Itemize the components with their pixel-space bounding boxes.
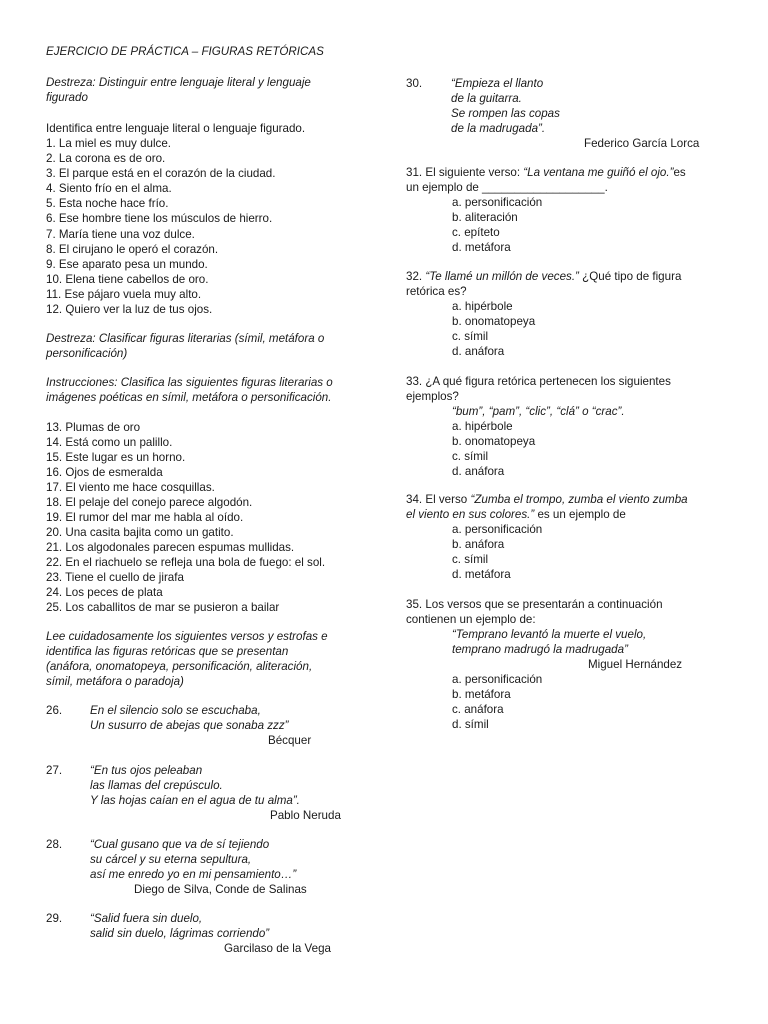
question-30: 30. “Empieza el llanto de la guitarra. Se rompen las copas de la madrugada”. Federico García Lorca	[406, 77, 700, 150]
list-items-1-6	[46, 136, 275, 226]
question-35: 35. Los versos que se presentarán a continuación contienen un ejemplo de: “Temprano levantó la muerte el vuelo, temprano madrugó la madrugada” Miguel Hernández a. personificación b. metáfora c. anáfora d. símil	[406, 598, 683, 731]
list-item: 2. La corona es de oro.	[46, 152, 166, 165]
poem-line: “Temprano levantó la muerte el vuelo,	[452, 628, 647, 641]
list-item: 24. Los peces de plata	[46, 586, 163, 599]
poem-author: Miguel Hernández	[588, 658, 683, 671]
list-item: 23. Tiene el cuello de jirafa	[46, 571, 184, 584]
list-item: 8. El cirujano le operó el corazón.	[46, 243, 219, 256]
option: b. onomatopeya	[452, 435, 536, 448]
option: c. epíteto	[452, 226, 500, 239]
question-32: 32. “Te llamé un millón de veces.” ¿Qué tipo de figura retórica es? a. hipérbole b. onomatopeya c. símil d. anáfora	[406, 269, 726, 361]
option: c. anáfora	[452, 703, 504, 716]
poem-lines: En el silencio solo se escuchaba, Un susurro de abejas que sonaba zzz”	[90, 704, 289, 732]
list-item: 16. Ojos de esmeralda	[46, 466, 163, 479]
list-item: 22. En el riachuelo se refleja una bola de fuego: el sol.	[46, 556, 326, 569]
option: a. hipérbole	[452, 420, 513, 433]
list-item: 20. Una casita bajita como un gatito.	[46, 526, 234, 539]
option: c. símil	[452, 330, 489, 343]
poem-lines: “Empieza el llanto de la guitarra. Se rompen las copas de la madrugada”.	[451, 77, 560, 135]
instructions-2: Instrucciones: Clasifica las siguientes figuras literarias o imágenes poéticas en símil, metáfora o personificación.	[46, 376, 333, 404]
option: d. metáfora	[452, 568, 511, 581]
list-item: 7. María tiene una voz dulce.	[46, 228, 195, 241]
list-item: 4. Siento frío en el alma.	[46, 182, 172, 195]
poem-line: temprano madrugó la madrugada”	[452, 643, 628, 656]
destreza-1: Destreza: Distinguir entre lenguaje literal y lenguaje figurado	[46, 76, 311, 104]
list-item: 19. El rumor del mar me habla al oído.	[46, 511, 244, 524]
question-31: 31. El siguiente verso: “La ventana me guiñó el ojo.”es un ejemplo de ___________________. a. personificación b. aliteración c. epíteto d. metáfora	[406, 165, 726, 257]
option: a. personificación	[452, 523, 543, 536]
instructions-3: Lee cuidadosamente los siguientes versos y estrofas e identifica las figuras retóricas que se presentan (anáfora, onomatopeya, personificación, aliteración, símil, metáfora o paradoja)	[46, 630, 328, 688]
list-item: 1. La miel es muy dulce.	[46, 137, 172, 150]
poem-lines: “Cual gusano que va de sí tejiendo su cárcel y su eterna sepultura, así me enredo yo en mi pensamiento…”	[90, 838, 297, 881]
list-item: 3. El parque está en el corazón de la ciudad.	[46, 167, 276, 180]
list-items-7-12	[46, 227, 218, 317]
poem-29: 29. “Salid fuera sin duelo, salid sin duelo, lágrimas corriendo” Garcilaso de la Vega	[46, 912, 331, 955]
poem-author: Garcilaso de la Vega	[224, 942, 331, 955]
option: d. anáfora	[452, 345, 505, 358]
question-34: 34. El verso “Zumba el trompo, zumba el viento zumba el viento en sus colores.” es un ejemplo de a. personificación b. anáfora c. símil d. metáfora	[406, 492, 726, 584]
list-item: 11. Ese pájaro vuela muy alto.	[46, 288, 202, 301]
question-text: 32. “Te llamé un millón de veces.” ¿Qué tipo de figura	[406, 270, 682, 283]
poem-author: Bécquer	[268, 734, 312, 747]
option: c. símil	[452, 450, 489, 463]
list-item: 12. Quiero ver la luz de tus ojos.	[46, 303, 213, 316]
option: b. onomatopeya	[452, 315, 536, 328]
list-item: 6. Ese hombre tiene los músculos de hierro.	[46, 212, 273, 225]
list-item: 14. Está como un palillo.	[46, 436, 173, 449]
instruction-1: Identifica entre lenguaje literal o lenguaje figurado.	[46, 122, 306, 135]
list-item: 15. Este lugar es un horno.	[46, 451, 186, 464]
option: d. anáfora	[452, 465, 505, 478]
destreza-2: Destreza: Clasificar figuras literarias (símil, metáfora o personificación)	[46, 332, 325, 360]
examples: “bum”, “pam”, “clic”, “clá” o “crac”.	[452, 405, 625, 418]
question-33: 33. ¿A qué figura retórica pertenecen los siguientes ejemplos? “bum”, “pam”, “clic”, “clá” o “crac”. a. hipérbole b. onomatopeya c. símil d. anáfora	[406, 375, 671, 478]
poem-lines: “En tus ojos peleaban las llamas del crepúsculo. Y las hojas caían en el agua de tu alma”.	[90, 764, 300, 807]
page-title: EJERCICIO DE PRÁCTICA – FIGURAS RETÓRICAS	[46, 45, 324, 58]
poem-author: Federico García Lorca	[584, 137, 700, 150]
list-item: 25. Los caballitos de mar se pusieron a bailar	[46, 601, 280, 614]
option: b. anáfora	[452, 538, 505, 551]
list-item: 10. Elena tiene cabellos de oro.	[46, 273, 209, 286]
poem-lines: “Salid fuera sin duelo, salid sin duelo, lágrimas corriendo”	[90, 912, 270, 940]
poem-27: 27. “En tus ojos peleaban las llamas del crepúsculo. Y las hojas caían en el agua de tu alma”. Pablo Neruda	[46, 764, 341, 822]
question-text: 31. El siguiente verso: “La ventana me guiñó el ojo.”es	[406, 166, 686, 179]
list-item: 5. Esta noche hace frío.	[46, 197, 169, 210]
poem-author: Pablo Neruda	[270, 809, 341, 822]
poem-26: 26. En el silencio solo se escuchaba, Un susurro de abejas que sonaba zzz” Bécquer	[46, 704, 312, 747]
list-item: 18. El pelaje del conejo parece algodón.	[46, 496, 253, 509]
list-item: 17. El viento me hace cosquillas.	[46, 481, 215, 494]
option: a. personificación	[452, 196, 543, 209]
option: a. personificación	[452, 673, 543, 686]
option: a. hipérbole	[452, 300, 513, 313]
list-item: 9. Ese aparato pesa un mundo.	[46, 258, 208, 271]
list-item: 21. Los algodonales parecen espumas mullidas.	[46, 541, 295, 554]
question-text: 34. El verso “Zumba el trompo, zumba el viento zumba	[406, 493, 688, 506]
list-items-13-25	[46, 420, 325, 615]
option: d. metáfora	[452, 241, 511, 254]
poem-28: 28. “Cual gusano que va de sí tejiendo su cárcel y su eterna sepultura, así me enredo yo en mi pensamiento…” Diego de Silva, Conde de Salinas	[46, 838, 307, 896]
option: b. aliteración	[452, 211, 518, 224]
option: d. símil	[452, 718, 489, 731]
list-item: 13. Plumas de oro	[46, 421, 141, 434]
option: c. símil	[452, 553, 489, 566]
poem-author: Diego de Silva, Conde de Salinas	[134, 883, 307, 896]
option: b. metáfora	[452, 688, 511, 701]
